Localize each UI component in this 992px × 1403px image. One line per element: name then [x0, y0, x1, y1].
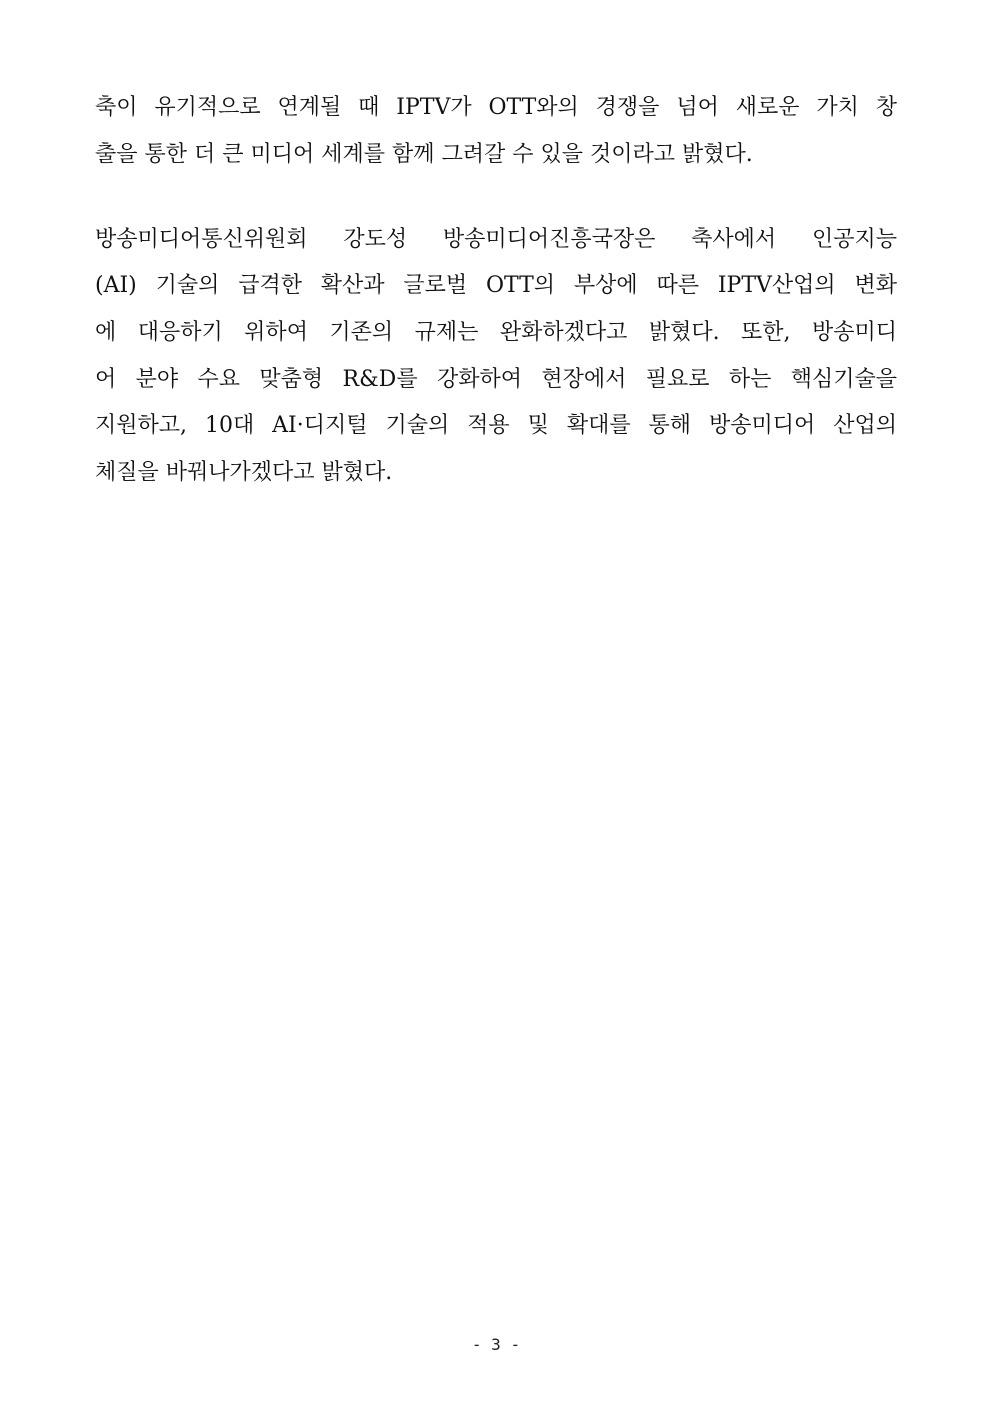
- text-line: 출을 통한 더 큰 미디어 세계를 함께 그려갈 수 있을 것이라고 밝혔다.: [95, 142, 753, 167]
- text-line: 어 분야 수요 맞춤형 R&D를 강화하여 현장에서 필요로 하는 핵심기술을: [95, 367, 897, 392]
- text-line: 에 대응하기 위하여 기존의 규제는 완화하겠다고 밝혔다. 또한, 방송미디: [95, 320, 897, 345]
- page-number: - 3 -: [471, 1335, 521, 1354]
- text-line: 체질을 바꿔나가겠다고 밝혔다.: [95, 460, 393, 485]
- text-line: 축이 유기적으로 연계될 때 IPTV가 OTT와의 경쟁을 넘어 새로운 가치 창: [95, 95, 897, 120]
- text-line: (AI) 기술의 급격한 확산과 글로벌 OTT의 부상에 따른 IPTV산업의 변화: [95, 273, 897, 298]
- text-line: 방송미디어통신위원회 강도성 방송미디어진흥국장은 축사에서 인공지능: [95, 227, 897, 252]
- text-line: 지원하고, 10대 AI·디지털 기술의 적용 및 확대를 통해 방송미디어 산업의: [95, 413, 897, 438]
